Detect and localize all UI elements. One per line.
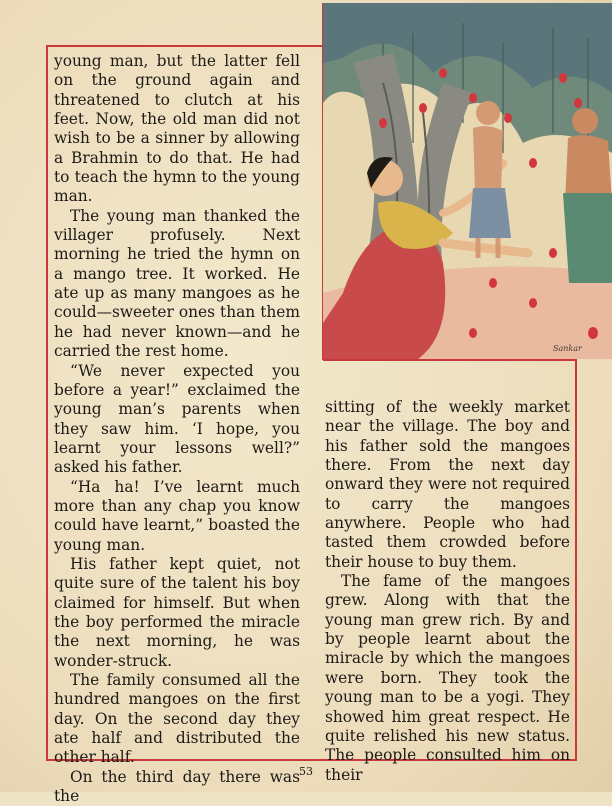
illustration-signature: Sankar [553,344,582,353]
paragraph: The young man thanked the villager profusely. Next morning he tried the hymn on a mango tree. It worked. He ate up as many mangoes as he could—sweeter ones than them he had never known—and he carried the rest home. [54,206,300,361]
frame-top-left [46,45,323,47]
paragraph: sitting of the weekly market near the village. The boy and his father sold the mangoes there. From the next day onward they were not required to carry the mangoes anywhere. People who had tasted them crowded before their house to buy them. [325,398,570,571]
left-text-column [54,52,300,806]
paragraph: The family consumed all the hundred mangoes on the first day. On the second day they ate half and distributed the other half. [54,671,300,767]
mango-tree-scene-illustration [323,3,612,359]
frame-right [575,359,577,761]
frame-illus-bottom [323,359,577,361]
paragraph: young man, but the latter fell on the ground again and threatened to clutch at his feet. Now, the old man did not wish to be a sinner by allowing a Brahmin to do that. He had to teach the hymn to the young man. [54,52,300,206]
paragraph: On the third day there was the [54,767,300,806]
paragraph: “Ha ha! I’ve learnt much more than any chap you know could have learnt,” boasted the young man. [54,477,300,554]
paragraph: The fame of the mangoes grew. Along with that the young man grew rich. By and by people learnt about the miracle by which the mangoes were born. They took the young man to be a yogi. They showed him great respect. He quite relished his new status. The people consulted him on their [325,572,570,784]
right-text-column [325,398,570,785]
mango-tree-illustration [323,3,612,359]
frame-left [46,45,48,761]
page-number: 53 [299,765,313,778]
paragraph: His father kept quiet, not quite sure of the talent his boy claimed for himself. But when the boy performed the miracle the next morning, he was wonder-struck. [54,554,300,670]
paragraph: “We never expected you before a year!” exclaimed the young man’s parents when they saw him. ‘I hope, you learnt your lessons well?” asked his father. [54,361,300,477]
